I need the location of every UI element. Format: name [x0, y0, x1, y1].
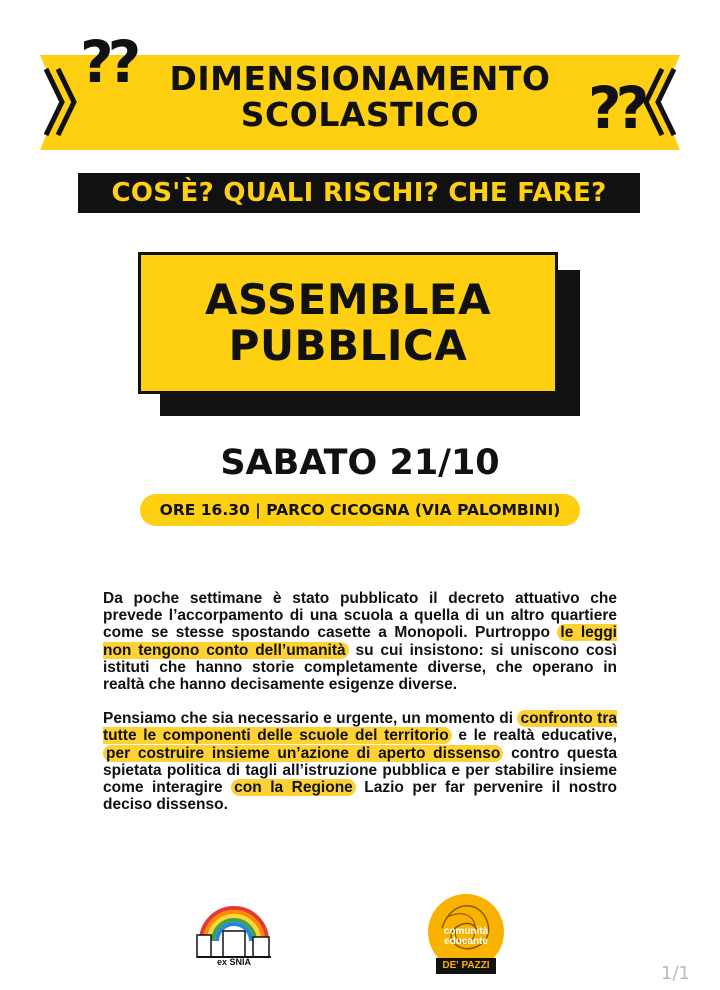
- event-title-line1: ASSEMBLEA: [204, 275, 492, 324]
- banner-title-line2: SCOLASTICO: [240, 95, 480, 134]
- event-time-place: ORE 16.30 | PARCO CICOGNA (VIA PALOMBINI): [140, 494, 580, 526]
- p2-text-b: e le realtà educative,: [451, 727, 618, 745]
- body-text: [103, 590, 617, 830]
- banner-title: [40, 61, 680, 133]
- logo-right-line1: comunità: [443, 926, 489, 937]
- question-marks-right: ??: [588, 74, 644, 142]
- paragraph-1: [103, 590, 617, 693]
- p2-text-a: Pensiamo che sia necessario e urgente, un momento di: [103, 710, 518, 728]
- paragraph-2: [103, 710, 617, 813]
- p1-highlight: le leggi non tengono conto dell’umanità: [103, 624, 617, 659]
- banner-title-line1: DIMENSIONAMENTO: [169, 59, 551, 98]
- subtitle-bar: COS'È? QUALI RISCHI? CHE FARE?: [78, 173, 640, 213]
- comunita-educante-logo: [422, 888, 510, 978]
- p1-text-b: su cui insistono: si uniscono così istituti che hanno storie completamente diverse, che operano in realtà che hanno decisamente esigenze diverse.: [103, 641, 617, 694]
- p1-text-a: Da poche settimane è stato pubblicato il decreto attuativo che prevede l’accorpamento di una scuola a quella di un altro quartiere come se stesse spostando casette a Monopoli. Purtroppo: [103, 590, 617, 642]
- ex-snia-logo: [193, 893, 275, 973]
- p2-text-d: Lazio per far pervenire il nostro deciso dissenso.: [103, 779, 617, 814]
- p2-highlight-3: con la Regione: [231, 779, 356, 796]
- event-title-box: [138, 252, 558, 394]
- ex-snia-logo-text: ex SNIA: [216, 957, 251, 967]
- p2-highlight-1: confronto tra tutte le componenti delle scuole del territorio: [103, 710, 617, 745]
- logo-right-line2: educante: [444, 936, 488, 947]
- logo-right-line3: DE' PAZZI: [442, 960, 490, 971]
- question-marks-left: ??: [80, 28, 136, 96]
- event-title-line2: PUBBLICA: [228, 321, 468, 370]
- p2-highlight-2: per costruire insieme un’azione di aperto dissenso: [103, 745, 503, 762]
- comunita-educante-logo-text: [422, 927, 510, 947]
- p2-text-c: contro questa spietata politica di tagli all’istruzione pubblica e per stabilire insieme come interagire: [103, 744, 617, 797]
- page-indicator: 1/1: [661, 963, 690, 984]
- event-date: SABATO 21/10: [220, 443, 500, 483]
- header-banner: [40, 28, 680, 150]
